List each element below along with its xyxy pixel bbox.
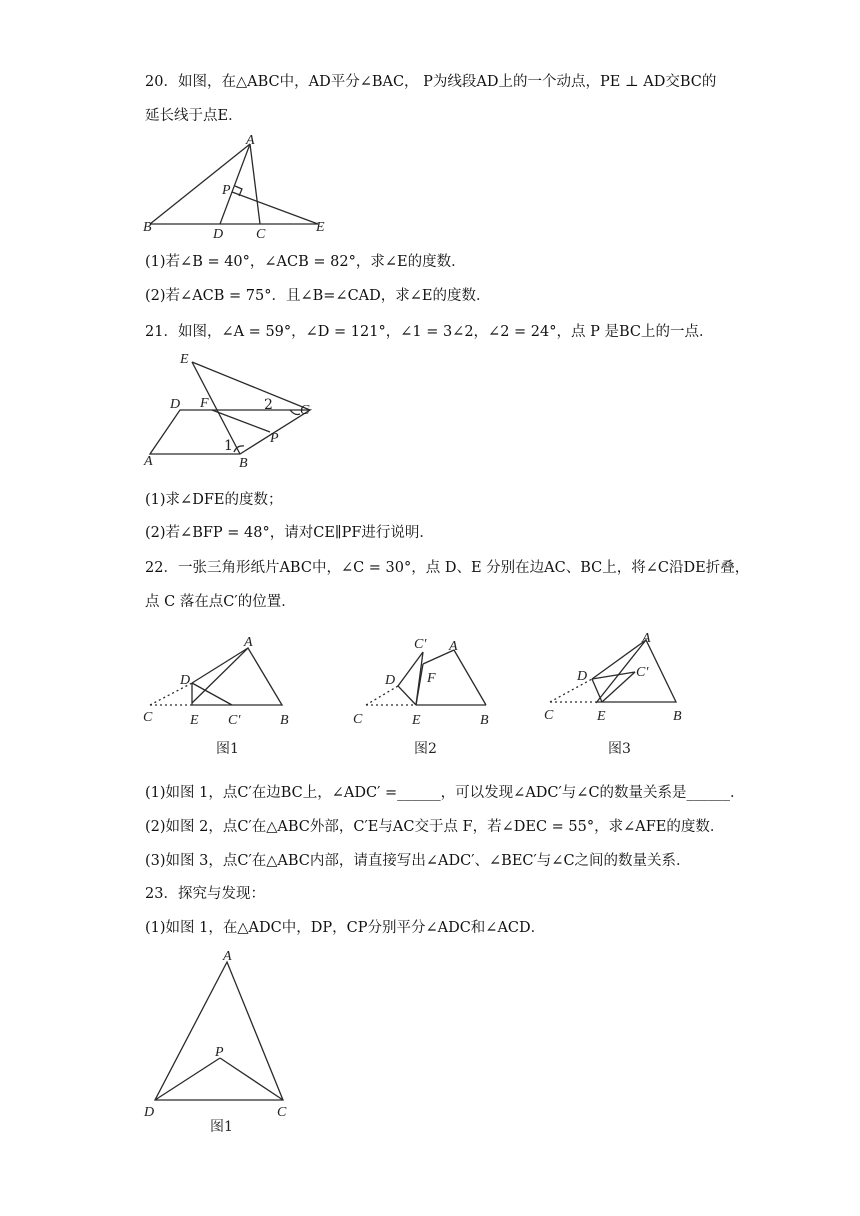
q22-figure-2: [350, 628, 510, 758]
q22-f1-label-Cp: C′: [228, 713, 241, 728]
q21-label-2: 2: [264, 397, 273, 413]
q22-f2-label-D: D: [385, 673, 396, 688]
q21-label-E: E: [180, 352, 189, 367]
q23-sub1: (1)如图 1，在△ADC中，DP，CP分别平分∠ADC和∠ACD．: [145, 920, 546, 936]
q22-f3-caption: 图3: [608, 741, 631, 757]
q22-f3-label-C: C: [544, 708, 554, 723]
q22-figure-3: [540, 628, 710, 758]
q22-f1-label-C: C: [143, 710, 153, 725]
q22-stem-line1: 22．一张三角形纸片ABC中，∠C = 30°，点 D、E 分别在边AC、BC上，将∠C沿DE折叠，: [145, 560, 750, 576]
q20-label-B: B: [143, 220, 152, 235]
q22-f1-label-D: D: [180, 673, 191, 688]
q21-label-F: F: [200, 396, 209, 411]
q22-f3-label-A: A: [642, 631, 651, 646]
q22-sub1: (1)如图 1，点C′在边BC上，∠ADC′ =______，可以发现∠ADC′与∠C的数量关系是______．: [145, 785, 745, 801]
q22-f3-label-D: D: [577, 669, 588, 684]
q21-sub2: (2)若∠BFP = 48°，请对CE∥PF进行说明．: [145, 525, 434, 541]
q21-figure: [140, 347, 330, 472]
q23-caption: 图1: [210, 1119, 233, 1135]
q23-label-P: P: [215, 1045, 224, 1060]
q21-stem: 21．如图，∠A = 59°，∠D = 121°，∠1 = 3∠2，∠2 = 24°，点 P 是BC上的一点．: [145, 324, 714, 340]
q21-label-A: A: [144, 454, 153, 469]
q20-sub2: (2)若∠ACB = 75°．且∠B=∠CAD，求∠E的度数．: [145, 288, 491, 304]
q21-label-B: B: [239, 456, 248, 471]
q22-stem-line2: 点 C 落在点C′的位置．: [145, 594, 296, 610]
q22-f2-label-A: A: [449, 639, 458, 654]
q20-figure: [140, 132, 340, 242]
q21-label-1: 1: [224, 438, 233, 454]
q21-label-P: P: [270, 431, 279, 446]
q23-title: 23．探究与发现：: [145, 886, 265, 902]
q22-sub2: (2)如图 2，点C′在△ABC外部，C′E与AC交于点 F，若∠DEC = 55°，求∠AFE的度数．: [145, 819, 725, 835]
q22-f2-label-F: F: [427, 671, 436, 686]
q20-stem-line2: 延长线于点E．: [145, 108, 243, 124]
q20-stem-line1: 20．如图，在△ABC中，AD平分∠BAC， P为线段AD上的一个动点，PE ⊥ AD交BC的: [145, 74, 717, 90]
q22-sub3: (3)如图 3，点C′在△ABC内部，请直接写出∠ADC′、∠BEC′与∠C之间的数量关系．: [145, 853, 691, 869]
q22-f1-label-B: B: [280, 713, 289, 728]
q23-label-C: C: [277, 1105, 287, 1120]
q22-f2-caption: 图2: [414, 741, 437, 757]
q23-label-A: A: [223, 949, 232, 964]
q20-label-C: C: [256, 227, 266, 242]
q21-label-C: C: [300, 403, 310, 418]
q23-label-D: D: [144, 1105, 155, 1120]
q22-f1-label-A: A: [244, 635, 253, 650]
q22-f3-label-Cp: C′: [636, 665, 649, 680]
q22-f2-label-Cp: C′: [414, 637, 427, 652]
q22-f2-label-E: E: [412, 713, 421, 728]
q20-label-P: P: [222, 183, 231, 198]
q20-sub1: (1)若∠B = 40°，∠ACB = 82°，求∠E的度数．: [145, 254, 466, 270]
q22-f3-label-E: E: [597, 709, 606, 724]
q22-f1-label-E: E: [190, 713, 199, 728]
q22-f1-caption: 图1: [216, 741, 239, 757]
q21-label-D: D: [170, 397, 181, 412]
q22-figure-1: [140, 628, 310, 758]
q22-f2-label-B: B: [480, 713, 489, 728]
q21-sub1: (1)求∠DFE的度数；: [145, 492, 283, 508]
q20-label-E: E: [316, 220, 325, 235]
q20-label-D: D: [213, 227, 224, 242]
q23-figure: [140, 944, 310, 1139]
q20-label-A: A: [246, 133, 255, 148]
q22-f3-label-B: B: [673, 709, 682, 724]
q22-f2-label-C: C: [353, 712, 363, 727]
